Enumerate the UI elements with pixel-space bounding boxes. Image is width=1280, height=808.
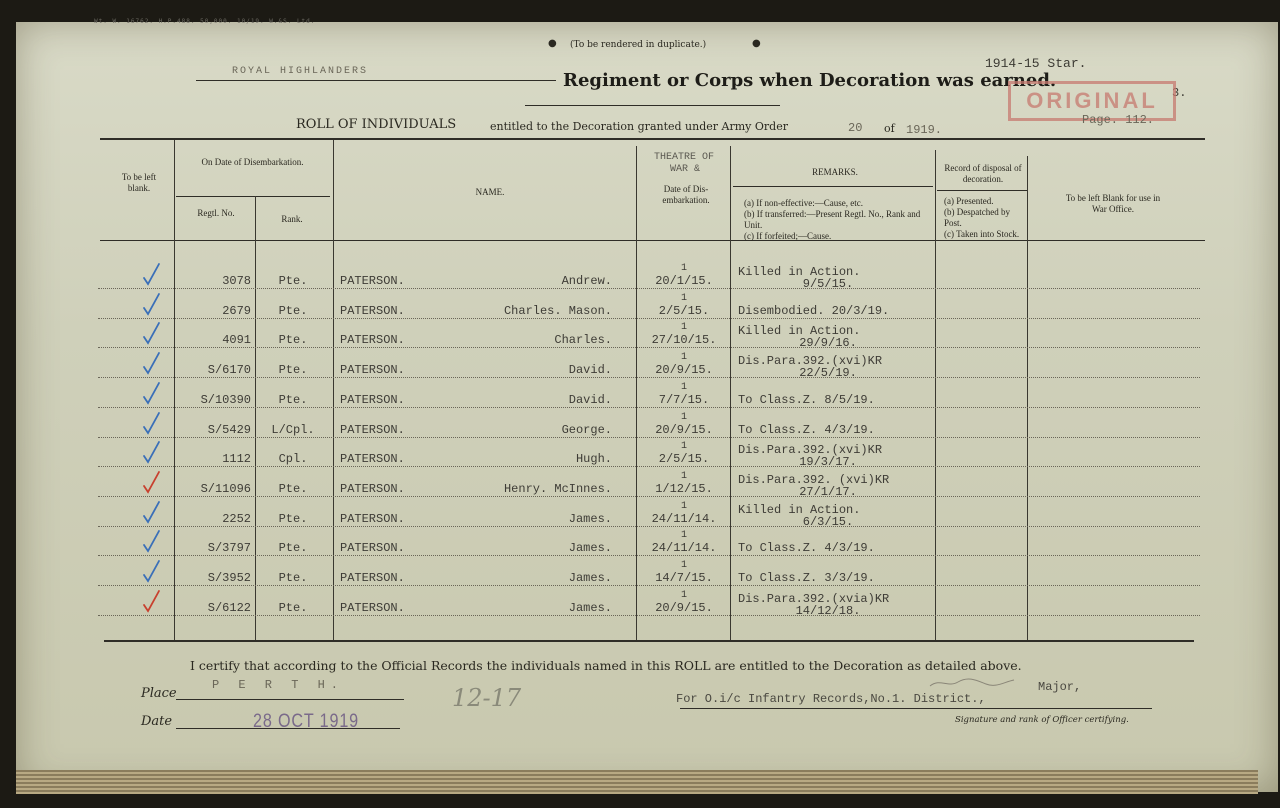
forename-cell: Henry. McInnes. (503, 482, 612, 496)
disembark-date-cell: 7/7/15. (658, 393, 710, 407)
date-label: Date (141, 714, 173, 729)
disembark-date-cell: 20/1/15. (655, 274, 713, 288)
check-mark-icon (140, 321, 162, 347)
rank-cell: Pte. (278, 512, 308, 526)
regtl-number-cell: 1112 (222, 452, 251, 466)
row-rule (98, 347, 1200, 348)
row-rule (98, 288, 1200, 289)
surname-cell: PATERSON. (340, 541, 405, 555)
regtl-number-cell: 2252 (222, 512, 251, 526)
forename-cell: Charles. (554, 333, 612, 347)
theatre-cell: 1 (680, 441, 687, 452)
remarks-cell: Dis.Para.392.(xvi)KR (738, 354, 883, 368)
page-number: Page. 112. (1082, 113, 1155, 127)
col-header-disembark: On Date of Disembarkation. (201, 157, 304, 167)
forename-cell: David. (568, 363, 612, 377)
remarks-date-cell: 9/5/15. (802, 277, 854, 291)
disembark-date-cell: 24/11/14. (651, 512, 717, 526)
remarks-subrule (733, 186, 933, 187)
original-stamp: ORIGINAL (1008, 81, 1176, 121)
col-header-regtl-no: Regtl. No. (197, 208, 235, 218)
theatre-cell: 1 (680, 501, 687, 512)
caption-rule (525, 105, 780, 106)
rank-cell: Pte. (278, 601, 308, 615)
col-header-disposal: Record of disposal of decoration. (944, 163, 1022, 184)
disposal-note-a: (a) Presented. (944, 196, 994, 206)
rank-cell: Pte. (278, 541, 308, 555)
forename-cell: James. (568, 512, 612, 526)
col-header-rank: Rank. (281, 214, 303, 224)
disposal-subrule (937, 190, 1027, 191)
surname-cell: PATERSON. (340, 423, 405, 437)
disembark-date-cell: 24/11/14. (651, 541, 717, 555)
regtl-number-cell: S/6170 (207, 363, 251, 377)
disembark-date-cell: 20/9/15. (655, 363, 713, 377)
disembark-date-cell: 20/9/15. (655, 601, 713, 615)
surname-cell: PATERSON. (340, 512, 405, 526)
signature-rule (680, 708, 1152, 709)
rank-cell: Pte. (278, 304, 308, 318)
binder-hole-icon: ● (752, 38, 761, 49)
remarks-cell: Dis.Para.392.(xvia)KR (738, 592, 890, 606)
date-stamp: 28 OCT 1919 (253, 711, 360, 732)
table-bottom-rule (104, 640, 1194, 642)
disembark-date-cell: 1/12/15. (655, 482, 713, 496)
theatre-cell: 1 (680, 560, 687, 571)
check-mark-icon (140, 292, 162, 318)
theatre-cell: 1 (680, 263, 687, 274)
rank-cell: Pte. (278, 482, 308, 496)
col-header-name: NAME. (475, 187, 505, 197)
row-rule (98, 407, 1200, 408)
forename-cell: James. (568, 541, 612, 555)
surname-cell: PATERSON. (340, 452, 405, 466)
rank-cell: Pte. (278, 571, 308, 585)
remarks-cell: To Class.Z. 4/3/19. (738, 541, 875, 555)
remarks-date-cell: 22/5/19. (799, 366, 857, 380)
theatre-cell: 1 (680, 382, 687, 393)
remarks-date-cell: 27/1/17. (799, 485, 857, 499)
theatre-cell: 1 (680, 293, 687, 304)
rank-cell: Pte. (278, 393, 308, 407)
duplicate-note: (To be rendered in duplicate.) (570, 40, 707, 50)
remarks-cell: Dis.Para.392.(xvi)KR (738, 443, 883, 457)
theatre-cell: 1 (680, 590, 687, 601)
regtl-number-cell: 2679 (222, 304, 251, 318)
regtl-number-cell: S/11096 (200, 482, 251, 496)
forename-cell: George. (561, 423, 612, 437)
row-rule (98, 466, 1200, 467)
check-mark-icon (140, 589, 162, 615)
col-rule (333, 140, 334, 640)
check-mark-icon (140, 351, 162, 377)
remarks-cell: Killed in Action. (738, 324, 861, 338)
disembark-date-cell: 14/7/15. (655, 571, 713, 585)
check-mark-icon (140, 262, 162, 288)
binder-hole-icon: ● (548, 38, 557, 49)
place-underline (176, 699, 404, 700)
regtl-number-cell: S/10390 (200, 393, 251, 407)
roll-text: entitled to the Decoration granted under Army Order (490, 120, 788, 133)
check-mark-icon (140, 381, 162, 407)
certifying-office: For O.i/c Infantry Records,No.1. District., (676, 692, 986, 706)
col-rule (255, 196, 256, 640)
remarks-note-c: (c) If forfeited;—Cause. (744, 231, 832, 241)
surname-cell: PATERSON. (340, 601, 405, 615)
forename-cell: James. (568, 601, 612, 615)
remarks-date-cell: 14/12/18. (795, 604, 861, 618)
remarks-cell: Dis.Para.392. (xvi)KR (738, 473, 890, 487)
col-header-theatre-war: WAR & (669, 164, 700, 175)
remarks-cell: Killed in Action. (738, 503, 861, 517)
col-rule (174, 140, 175, 640)
row-rule (98, 615, 1200, 616)
remarks-date-cell: 29/9/16. (799, 336, 857, 350)
army-order-number: 20 (848, 121, 863, 135)
forename-cell: Andrew. (561, 274, 612, 288)
row-rule (98, 377, 1200, 378)
surname-cell: PATERSON. (340, 482, 405, 496)
place-label: Place (141, 686, 177, 701)
table-top-rule (100, 138, 1205, 140)
col-rule (935, 150, 936, 640)
surname-cell: PATERSON. (340, 304, 405, 318)
col-rule (730, 146, 731, 640)
regtl-number-cell: S/3797 (207, 541, 251, 555)
stray-mark: 3. (1172, 86, 1187, 100)
regtl-number-cell: 3078 (222, 274, 251, 288)
regtl-number-cell: 4091 (222, 333, 251, 347)
col-header-war-office: To be left Blank for use in War Office. (1065, 193, 1161, 214)
disposal-note-c: (c) Taken into Stock. (944, 229, 1020, 239)
disembark-subrule (176, 196, 330, 197)
regiment-name: ROYAL HIGHLANDERS (232, 66, 369, 77)
remarks-cell: Killed in Action. (738, 265, 861, 279)
rank-cell: L/Cpl. (271, 423, 315, 437)
row-rule (98, 437, 1200, 438)
disposal-note-b: (b) Despatched by Post. (944, 207, 1010, 228)
disembark-date-cell: 20/9/15. (655, 423, 713, 437)
col-header-theatre-date: Date of Dis- embarkation. (662, 184, 710, 205)
surname-cell: PATERSON. (340, 393, 405, 407)
disembark-date-cell: 27/10/15. (651, 333, 717, 347)
remarks-cell: To Class.Z. 3/3/19. (738, 571, 875, 585)
forename-cell: Charles. Mason. (503, 304, 612, 318)
regtl-number-cell: S/3952 (207, 571, 251, 585)
remarks-cell: Disembodied. 20/3/19. (738, 304, 890, 318)
of-word: of (884, 122, 895, 135)
col-rule (1027, 156, 1028, 640)
check-mark-icon (140, 559, 162, 585)
army-order-year: 1919. (906, 123, 943, 137)
remarks-date-cell: 19/3/17. (799, 455, 857, 469)
theatre-cell: 1 (680, 412, 687, 423)
signature-icon (928, 676, 1018, 690)
theatre-cell: 1 (680, 352, 687, 363)
table-header-rule (100, 240, 1205, 241)
check-mark-icon (140, 440, 162, 466)
officer-rank: Major, (1038, 680, 1082, 694)
remarks-cell: To Class.Z. 8/5/19. (738, 393, 875, 407)
place-value: P E R T H. (212, 678, 345, 692)
regtl-number-cell: S/5429 (207, 423, 251, 437)
regiment-underline (196, 80, 556, 81)
col-header-remarks: REMARKS. (812, 167, 858, 177)
decoration-name: 1914-15 Star. (985, 56, 1087, 71)
row-rule (98, 496, 1200, 497)
certification-text: I certify that according to the Official Records the individuals named in this ROLL are entitled to the Decoration as detailed above. (190, 658, 1022, 673)
signature-caption: Signature and rank of Officer certifying. (955, 715, 1129, 725)
theatre-cell: 1 (680, 530, 687, 541)
row-rule (98, 318, 1200, 319)
surname-cell: PATERSON. (340, 333, 405, 347)
rank-cell: Pte. (278, 333, 308, 347)
row-rule (98, 526, 1200, 527)
remarks-date-cell: 6/3/15. (802, 515, 854, 529)
forename-cell: Hugh. (575, 452, 612, 466)
rank-cell: Pte. (278, 274, 308, 288)
handwritten-note: 12-17 (452, 684, 522, 712)
roll-prefix: ROLL OF INDIVIDUALS (296, 117, 457, 132)
remarks-note-b: (b) If transferred:—Present Regtl. No., Rank and Unit. (744, 209, 921, 230)
check-mark-icon (140, 529, 162, 555)
col-rule (636, 146, 637, 640)
regtl-number-cell: S/6122 (207, 601, 251, 615)
surname-cell: PATERSON. (340, 571, 405, 585)
col-header-blank: To be left blank. (121, 172, 157, 193)
surname-cell: PATERSON. (340, 274, 405, 288)
date-underline (176, 728, 400, 729)
printer-line: Wt. W. 16762. H.P.488. 50,000. 10/19. W.&S. Ltd. (94, 18, 316, 25)
disembark-date-cell: 2/5/15. (658, 452, 710, 466)
forename-cell: David. (568, 393, 612, 407)
check-mark-icon (140, 470, 162, 496)
surname-cell: PATERSON. (340, 363, 405, 377)
remarks-cell: To Class.Z. 4/3/19. (738, 423, 875, 437)
rank-cell: Pte. (278, 363, 308, 377)
theatre-cell: 1 (680, 471, 687, 482)
col-header-theatre: THEATRE OF (653, 152, 714, 163)
forename-cell: James. (568, 571, 612, 585)
disembark-date-cell: 2/5/15. (658, 304, 710, 318)
check-mark-icon (140, 411, 162, 437)
check-mark-icon (140, 500, 162, 526)
row-rule (98, 585, 1200, 586)
book-page-edges (16, 770, 1258, 794)
row-rule (98, 555, 1200, 556)
regiment-caption: Regiment or Corps when Decoration was earned. (563, 70, 1057, 91)
rank-cell: Cpl. (278, 452, 308, 466)
theatre-cell: 1 (680, 322, 687, 333)
remarks-note-a: (a) If non-effective:—Cause, etc. (744, 198, 864, 208)
